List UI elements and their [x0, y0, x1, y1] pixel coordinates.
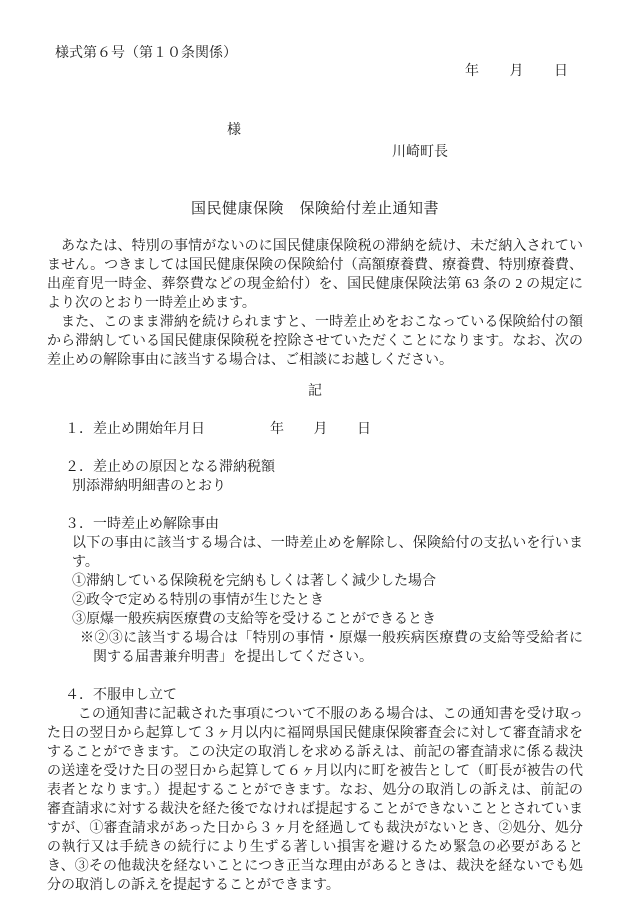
- intro-paragraph-2: また、このまま滞納を続けられますと、一時差止めをおこなっている保険給付の額から滞納している国民健康保険税を控除させていただくことになります。なお、次の差止めの解除事由に該当する場合は、ご相談にお越しください。: [47, 315, 583, 368]
- issue-date-year-label: 年: [465, 64, 479, 79]
- release-reasons-intro: 以下の事由に該当する場合は、一時差止めを解除し、保険給付の支払いを行います。: [72, 536, 583, 570]
- item-arrears-amount-head: [65, 458, 583, 477]
- item-4-number: ４．: [65, 688, 93, 703]
- start-date-year-label: 年: [270, 422, 284, 437]
- issue-date-day-label: 日: [554, 64, 568, 79]
- item-1-number: １．: [65, 422, 93, 437]
- sender-name: 川崎町長: [392, 145, 448, 160]
- item-appeal: [47, 686, 583, 895]
- item-appeal-head: [65, 686, 583, 705]
- addressee-suffix: 様: [227, 123, 241, 138]
- item-arrears-amount-detail: 別添滞納明細書のとおり: [72, 479, 226, 494]
- release-reasons-note: ※②③に該当する場合は「特別の事情・原爆一般疾病医療費の支給等受給者に関する届書兼弁明書」を提出してください。: [80, 631, 583, 665]
- item-1-label: 差止め開始年月日: [93, 422, 205, 437]
- item-start-date: [65, 420, 583, 439]
- start-date-day-label: 日: [357, 422, 371, 437]
- item-3-label: 一時差止め解除事由: [93, 517, 219, 532]
- item-2-number: ２．: [65, 460, 93, 475]
- record-marker: 記: [308, 384, 322, 399]
- item-4-label: 不服申し立て: [93, 688, 177, 703]
- issue-date-line: [465, 62, 568, 81]
- start-date-month-label: 月: [313, 422, 328, 437]
- issue-date-month-label: 月: [509, 64, 524, 79]
- item-release-reasons: [65, 515, 583, 667]
- intro-paragraph-1: あなたは、特別の事情がないのに国民健康保険税の滞納を続け、未だ納入されていません。つきましては国民健康保険の保険給付（高額療養費、療養費、特別療養費、出産育児一時金、葬祭費などの現金給付）を、国民健康保険法第 63 条の 2 の規定により次のとおり一時差止めます。: [47, 239, 583, 311]
- release-reason-3: ③原爆一般疾病医療費の支給等を受けることができるとき: [72, 612, 436, 627]
- release-reason-1: ①滞納している保険税を完納もしくは著しく減少した場合: [72, 574, 436, 589]
- item-start-date-head: [65, 420, 583, 439]
- start-date-blanks: [270, 420, 371, 439]
- item-release-reasons-head: [65, 515, 583, 534]
- item-3-number: ３．: [65, 517, 93, 532]
- item-2-label: 差止めの原因となる滞納税額: [93, 460, 275, 475]
- form-number: 様式第６号（第１０条関係）: [55, 46, 237, 61]
- item-arrears-amount: [65, 458, 583, 496]
- appeal-body-text: この通知書に記載された事項について不服のある場合は、この通知書を受け取った日の翌日から起算して３ヶ月以内に福岡県国民健康保険審査会に対して審査請求をすることができます。この決定の取消しを求める訴えは、前記の審査請求に係る裁決の送達を受けた日の翌日から起算して６ヶ月以内に町を被告として（町長が被告の代表者となります。）提起することができます。なお、処分の取消しの訴えは、前記の審査請求に対する裁決を経た後でなければ提起することができないこととされていますが、①審査請求があった日から３ヶ月を経過しても裁決がないとき、②処分、処分の執行又は手続きの続行により生ずる著しい損害を避けるため緊急の必要があるとき、③その他裁決を経ないことにつき正当な理由があるときは、裁決を経ないでも処分の取消しの訴えを提起することができます。: [47, 707, 583, 893]
- release-reason-2: ②政令で定める特別の事情が生じたとき: [72, 593, 324, 608]
- document-title: 国民健康保険 保険給付差止通知書: [190, 201, 439, 217]
- document-body: [0, 237, 630, 895]
